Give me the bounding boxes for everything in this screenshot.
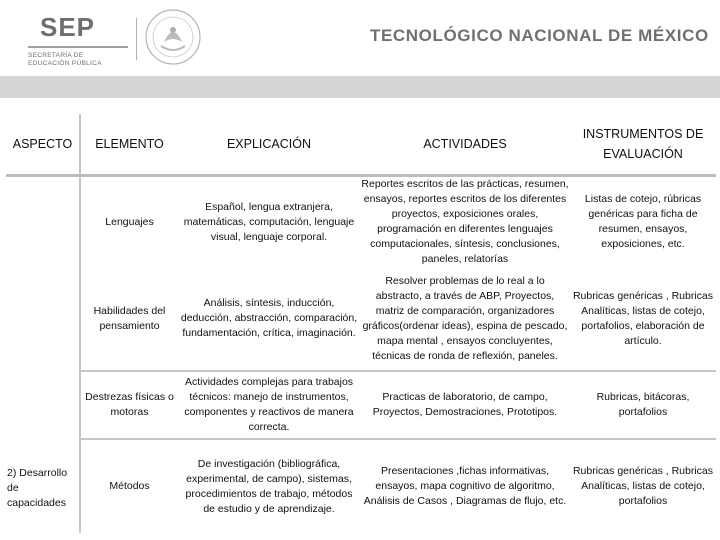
header-elemento: ELEMENTO (80, 114, 178, 176)
actividades-cell: Presentaciones ,fichas informativas, ensayos, mapa cognitivo de algoritmo, Análisis de Casos , Diagramas de flujo, etc. (360, 439, 570, 533)
table-row (6, 439, 716, 533)
sep-logo (28, 12, 128, 68)
capacities-table (6, 114, 716, 534)
elemento-cell: Lenguajes (105, 215, 154, 228)
explicacion-cell: Actividades complejas para trabajos técnicos: manejo de instrumentos, componentes y reactivos de manera correcta. (178, 371, 360, 439)
explicacion-cell: Español, lengua extranjera, matemáticas, computación, lenguaje visual, lenguaje corporal. (183, 200, 355, 243)
actividades-cell: Resolver problemas de lo real a lo abstracto, a través de ABP, Proyectos, matriz de comparación, organizadores gráficos(ordenar ideas), espina de pescado, mapa mental , ensayos concluyentes, técnicas de ronda de reflexión, paneles. (362, 274, 568, 362)
instrumentos-cell: Rubricas genéricas , Rubricas Analíticas, listas de cotejo, portafolios (570, 439, 716, 533)
actividades-cell: Practicas de laboratorio, de campo, Proyectos, Demostraciones, Prototipos. (360, 371, 570, 439)
table-row (6, 176, 716, 268)
instrumentos-cell: Listas de cotejo, rúbricas genéricas para ficha de resumen, ensayos, exposiciones, etc. (584, 193, 702, 250)
instrumentos-cell: Rubricas, bitácoras, portafolios (570, 371, 716, 439)
institution-title: TECNOLÓGICO NACIONAL DE MÉXICO (370, 26, 709, 45)
header-explicacion: EXPLICACIÓN (178, 114, 360, 176)
elemento-cell: Habilidades del pensamiento (93, 304, 166, 332)
national-seal-icon (144, 8, 202, 66)
table-row (6, 267, 716, 371)
header-aspecto: ASPECTO (6, 114, 80, 176)
header-instrumentos: INSTRUMENTOS DE EVALUACIÓN (570, 114, 716, 176)
header-band (0, 76, 720, 98)
elemento-cell: Destrezas físicas o motoras (80, 371, 178, 439)
sep-subtitle-line1: SECRETARÍA DE (28, 52, 84, 59)
table-row (6, 371, 716, 439)
instrumentos-cell: Rubricas genéricas , Rubricas Analíticas, listas de cotejo, portafolios, elaboración de artículo. (572, 289, 714, 347)
table-header-row (6, 114, 716, 176)
elemento-cell: Métodos (80, 439, 178, 533)
explicacion-cell: Análisis, síntesis, inducción, deducción, abstracción, comparación, fundamentación, crítica, imaginación. (180, 297, 358, 339)
actividades-cell: Reportes escritos de las prácticas, resumen, ensayos, reportes escritos de los diferentes proyectos, exposiciones orales, programación en diferentes lenguajes computacionales, síntesis, conclusiones, paneles, relatorías (361, 178, 569, 265)
sep-wordmark: SEP (40, 12, 96, 42)
page-header (0, 0, 720, 76)
aspect-cell: 2) Desarrollo de capacidades (6, 176, 80, 534)
header-actividades: ACTIVIDADES (360, 114, 570, 176)
header-divider (136, 18, 137, 60)
sep-rule (28, 46, 128, 48)
explicacion-cell: De investigación (bibliográfica, experimental, de campo), sistemas, procedimientos de trabajo, métodos de estudio y de aprendizaje. (178, 439, 360, 533)
sep-subtitle-line2: EDUCACIÓN PÚBLICA (28, 60, 102, 67)
